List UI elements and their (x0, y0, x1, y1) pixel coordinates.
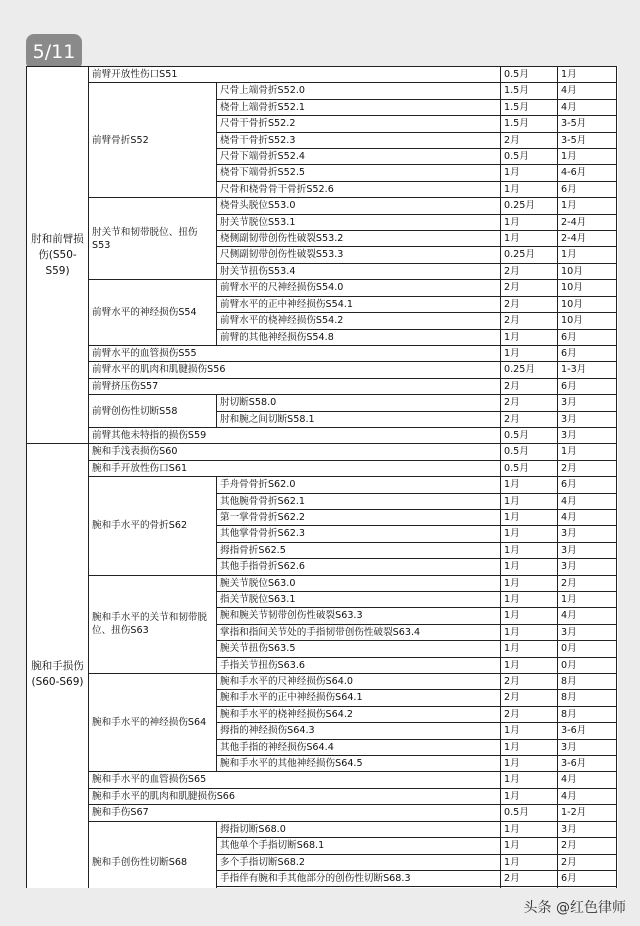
duration-2-cell: 3-5月 (558, 116, 617, 132)
table-row (27, 772, 617, 788)
duration-1-cell: 2月 (501, 263, 558, 279)
duration-2-cell: 10月 (558, 313, 617, 329)
duration-2-cell: 10月 (558, 263, 617, 279)
subitem-cell: 肘关节脱位S53.1 (217, 214, 501, 230)
watermark: 头条 @红色律师 (523, 900, 626, 916)
group-cell: 前臂水平的肌肉和肌腱损伤S56 (89, 362, 501, 378)
duration-1-cell: 1月 (501, 739, 558, 755)
category-cell: 肘和前臂损伤(S50-S59) (27, 67, 89, 444)
group-cell: 腕和手创伤性切断S68 (89, 821, 217, 888)
duration-2-cell: 2-4月 (558, 231, 617, 247)
duration-1-cell: 2月 (501, 411, 558, 427)
duration-2-cell: 1月 (558, 592, 617, 608)
subitem-cell: 桡骨头脱位S53.0 (217, 198, 501, 214)
duration-1-cell: 1月 (501, 509, 558, 525)
injury-table (26, 66, 617, 888)
duration-1-cell: 0.5月 (501, 67, 558, 83)
duration-2-cell: 6月 (558, 181, 617, 197)
duration-2-cell: 4月 (558, 772, 617, 788)
group-cell: 腕和手水平的关节和韧带脱位、扭伤S63 (89, 575, 217, 673)
duration-2-cell: 8月 (558, 706, 617, 722)
duration-1-cell: 1月 (501, 345, 558, 361)
table-row (27, 575, 617, 591)
subitem-cell: 第一掌骨骨折S62.2 (217, 509, 501, 525)
subitem-cell: 肘和腕之间切断S58.1 (217, 411, 501, 427)
duration-1-cell: 1月 (501, 838, 558, 854)
subitem-cell: 尺骨干骨折S52.2 (217, 116, 501, 132)
subitem-cell: 腕关节扭伤S63.5 (217, 641, 501, 657)
table-row (27, 821, 617, 837)
duration-1-cell: 1月 (501, 624, 558, 640)
duration-2-cell: 8月 (558, 674, 617, 690)
duration-1-cell: 1.5月 (501, 116, 558, 132)
duration-2-cell: 6月 (558, 345, 617, 361)
subitem-cell: 腕和手水平的正中神经损伤S64.1 (217, 690, 501, 706)
duration-1-cell: 0.25月 (501, 362, 558, 378)
duration-2-cell: 6月 (558, 870, 617, 886)
group-cell: 腕和手浅表损伤S60 (89, 444, 501, 460)
subitem-cell: 桡骨上端骨折S52.1 (217, 99, 501, 115)
page-indicator: 5/11 (26, 34, 82, 70)
subitem-cell: 多个手指切断S68.2 (217, 854, 501, 870)
group-cell: 前臂水平的神经损伤S54 (89, 280, 217, 346)
duration-1-cell: 1月 (501, 788, 558, 804)
duration-1-cell: 2月 (501, 870, 558, 886)
duration-2-cell: 3月 (558, 427, 617, 443)
subitem-cell: 腕关节脱位S63.0 (217, 575, 501, 591)
table-row (27, 395, 617, 411)
duration-2-cell: 3月 (558, 559, 617, 575)
group-cell: 前臂挤压伤S57 (89, 378, 501, 394)
document-page (26, 66, 618, 888)
duration-2-cell: 3月 (558, 395, 617, 411)
group-cell: 腕和手开放性伤口S61 (89, 460, 501, 476)
table-row (27, 345, 617, 361)
duration-2-cell: 3-6月 (558, 723, 617, 739)
duration-1-cell: 0.5月 (501, 149, 558, 165)
subitem-cell: 指关节脱位S63.1 (217, 592, 501, 608)
duration-2-cell: 1-2月 (558, 805, 617, 821)
table-row (27, 477, 617, 493)
duration-1-cell: 1月 (501, 641, 558, 657)
duration-1-cell: 1月 (501, 231, 558, 247)
group-cell: 肘关节和韧带脱位、扭伤S53 (89, 198, 217, 280)
subitem-cell: 肘切断S58.0 (217, 395, 501, 411)
subitem-cell: 腕和手水平的其他神经损伤S64.5 (217, 756, 501, 772)
group-cell: 腕和手水平的骨折S62 (89, 477, 217, 575)
subitem-cell: 手指关节扭伤S63.6 (217, 657, 501, 673)
subitem-cell: 桡侧副韧带创伤性破裂S53.2 (217, 231, 501, 247)
duration-2-cell: 6月 (558, 329, 617, 345)
duration-2-cell: 3月 (558, 624, 617, 640)
duration-2-cell: 1-3月 (558, 362, 617, 378)
duration-2-cell: 4月 (558, 788, 617, 804)
group-cell: 腕和手水平的肌肉和肌腱损伤S66 (89, 788, 501, 804)
duration-1-cell: 1月 (501, 542, 558, 558)
subitem-cell: 掌指和指间关节处的手指韧带创伤性破裂S63.4 (217, 624, 501, 640)
duration-2-cell: 4月 (558, 608, 617, 624)
subitem-cell: 前臂水平的正中神经损伤S54.1 (217, 296, 501, 312)
duration-1-cell: 2月 (501, 690, 558, 706)
group-cell: 腕和手水平的血管损伤S65 (89, 772, 501, 788)
duration-2-cell: 4月 (558, 99, 617, 115)
duration-2-cell: 4月 (558, 493, 617, 509)
duration-1-cell: 2月 (501, 313, 558, 329)
subitem-cell: 尺骨上端骨折S52.0 (217, 83, 501, 99)
duration-1-cell: 1月 (501, 756, 558, 772)
group-cell: 腕和手伤S67 (89, 805, 501, 821)
duration-1-cell: 1月 (501, 559, 558, 575)
category-cell: 腕和手损伤(S60-S69) (27, 444, 89, 888)
duration-1-cell: 0.25月 (501, 247, 558, 263)
duration-1-cell: 2月 (501, 706, 558, 722)
table-row (27, 280, 617, 296)
duration-2-cell: 4-6月 (558, 165, 617, 181)
subitem-cell: 桡骨下端骨折S52.5 (217, 165, 501, 181)
table-row (27, 788, 617, 804)
group-cell: 腕和手水平的神经损伤S64 (89, 674, 217, 772)
subitem-cell: 其他掌骨骨折S62.3 (217, 526, 501, 542)
duration-2-cell: 3月 (558, 739, 617, 755)
table-row (27, 198, 617, 214)
subitem-cell: 腕和手水平的尺神经损伤S64.0 (217, 674, 501, 690)
duration-1-cell: 1月 (501, 329, 558, 345)
duration-1-cell: 0.5月 (501, 805, 558, 821)
subitem-cell: 其他手指的神经损伤S64.4 (217, 739, 501, 755)
duration-1-cell: 2月 (501, 280, 558, 296)
duration-1-cell: 1月 (501, 657, 558, 673)
group-cell: 前臂水平的血管损伤S55 (89, 345, 501, 361)
table-row (27, 83, 617, 99)
table-row (27, 444, 617, 460)
group-cell: 前臂开放性伤口S51 (89, 67, 501, 83)
subitem-cell: 前臂的其他神经损伤S54.8 (217, 329, 501, 345)
table-row (27, 460, 617, 476)
duration-2-cell: 1月 (558, 247, 617, 263)
duration-2-cell: 10月 (558, 296, 617, 312)
subitem-cell: 桡骨干骨折S52.3 (217, 132, 501, 148)
group-cell: 前臂骨折S52 (89, 83, 217, 198)
duration-1-cell: 1月 (501, 493, 558, 509)
duration-1-cell: 2月 (501, 132, 558, 148)
duration-2-cell: 8月 (558, 690, 617, 706)
duration-2-cell: 3月 (558, 526, 617, 542)
duration-2-cell: 6月 (558, 378, 617, 394)
table-row (27, 67, 617, 83)
duration-1-cell: 0.5月 (501, 444, 558, 460)
duration-2-cell: 1月 (558, 198, 617, 214)
duration-1-cell: 2月 (501, 378, 558, 394)
duration-1-cell: 1.5月 (501, 83, 558, 99)
subitem-cell: 肘关节扭伤S53.4 (217, 263, 501, 279)
subitem-cell: 其他腕骨骨折S62.1 (217, 493, 501, 509)
duration-2-cell: 1月 (558, 444, 617, 460)
table-row (27, 674, 617, 690)
duration-2-cell: 3-5月 (558, 132, 617, 148)
duration-2-cell: 1月 (558, 67, 617, 83)
duration-2-cell: 2月 (558, 838, 617, 854)
duration-2-cell: 2月 (558, 854, 617, 870)
duration-2-cell: 4月 (558, 509, 617, 525)
duration-1-cell: 1月 (501, 772, 558, 788)
subitem-cell: 前臂水平的桡神经损伤S54.2 (217, 313, 501, 329)
duration-1-cell: 1月 (501, 854, 558, 870)
table-row (27, 362, 617, 378)
subitem-cell: 拇指骨折S62.5 (217, 542, 501, 558)
group-cell: 前臂创伤性切断S58 (89, 395, 217, 428)
duration-1-cell: 0.5月 (501, 460, 558, 476)
table-row (27, 378, 617, 394)
duration-1-cell: 1月 (501, 723, 558, 739)
injury-table-body (27, 67, 617, 889)
duration-2-cell: 0月 (558, 657, 617, 673)
subitem-cell: 其他单个手指切断S68.1 (217, 838, 501, 854)
table-row (27, 427, 617, 443)
duration-1-cell: 1月 (501, 477, 558, 493)
duration-2-cell: 2月 (558, 575, 617, 591)
duration-1-cell: 2月 (501, 296, 558, 312)
duration-1-cell: 2月 (501, 395, 558, 411)
duration-2-cell: 3月 (558, 821, 617, 837)
duration-2-cell: 3月 (558, 542, 617, 558)
subitem-cell: 手舟骨骨折S62.0 (217, 477, 501, 493)
subitem-cell: 其他手指骨折S62.6 (217, 559, 501, 575)
duration-2-cell: 2-4月 (558, 214, 617, 230)
subitem-cell: 手指伴有腕和手其他部分的创伤性切断S68.3 (217, 870, 501, 886)
subitem-cell: 腕和手水平的桡神经损伤S64.2 (217, 706, 501, 722)
subitem-cell: 尺骨下端骨折S52.4 (217, 149, 501, 165)
duration-1-cell: 1月 (501, 165, 558, 181)
duration-2-cell: 6月 (558, 477, 617, 493)
subitem-cell: 尺骨和桡骨骨干骨折S52.6 (217, 181, 501, 197)
subitem-cell: 拇指切断S68.0 (217, 821, 501, 837)
duration-1-cell: 1月 (501, 181, 558, 197)
subitem-cell: 尺侧副韧带创伤性破裂S53.3 (217, 247, 501, 263)
duration-1-cell: 1月 (501, 821, 558, 837)
duration-1-cell: 1月 (501, 575, 558, 591)
duration-1-cell: 0.5月 (501, 427, 558, 443)
duration-1-cell: 0.25月 (501, 198, 558, 214)
duration-2-cell: 10月 (558, 280, 617, 296)
duration-2-cell: 2月 (558, 460, 617, 476)
duration-1-cell: 1月 (501, 214, 558, 230)
duration-1-cell: 1月 (501, 608, 558, 624)
table-row (27, 805, 617, 821)
duration-2-cell: 3-6月 (558, 756, 617, 772)
duration-1-cell: 1月 (501, 592, 558, 608)
duration-2-cell: 0月 (558, 641, 617, 657)
group-cell: 前臂其他未特指的损伤S59 (89, 427, 501, 443)
duration-2-cell: 1月 (558, 149, 617, 165)
duration-1-cell: 1月 (501, 526, 558, 542)
duration-1-cell: 1.5月 (501, 99, 558, 115)
subitem-cell: 腕和腕关节韧带创伤性破裂S63.3 (217, 608, 501, 624)
duration-2-cell: 3月 (558, 411, 617, 427)
duration-2-cell: 4月 (558, 83, 617, 99)
subitem-cell: 前臂水平的尺神经损伤S54.0 (217, 280, 501, 296)
subitem-cell: 拇指的神经损伤S64.3 (217, 723, 501, 739)
duration-1-cell: 2月 (501, 674, 558, 690)
